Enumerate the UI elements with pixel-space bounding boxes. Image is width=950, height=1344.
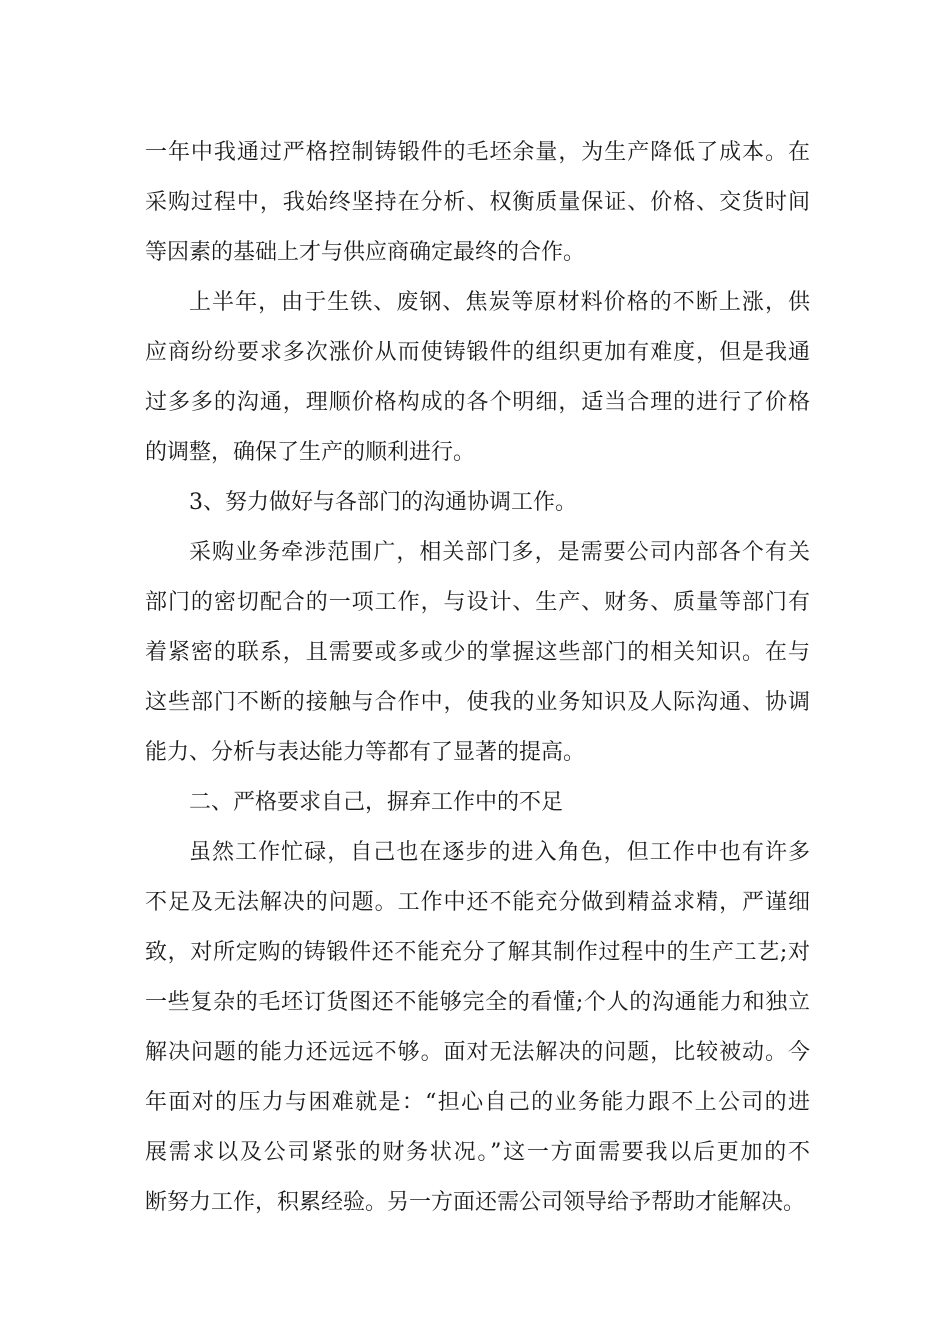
text-line: 虽然工作忙碌，自己也在逐步的进入角色，但工作中也有许多 [189, 840, 810, 865]
text-line: 等因素的基础上才与供应商确定最终的合作。 [145, 240, 586, 265]
text-line: 年面对的压力与困难就是：“担心自己的业务能力跟不上公司的进 [145, 1090, 810, 1115]
text-line: 上半年，由于生铁、废钢、焦炭等原材料价格的不断上涨，供 [189, 290, 810, 315]
text-line: 过多多的沟通，理顺价格构成的各个明细，适当合理的进行了价格 [145, 390, 810, 415]
text-line: 一年中我通过严格控制铸锻件的毛坯余量，为生产降低了成本。在 [145, 140, 810, 165]
text-line: 的调整，确保了生产的顺利进行。 [145, 440, 476, 465]
text-line: 着紧密的联系，且需要或多或少的掌握这些部门的相关知识。在与 [145, 640, 810, 665]
text-line: 采购业务牵涉范围广，相关部门多，是需要公司内部各个有关 [189, 540, 810, 565]
text-line: 不足及无法解决的问题。工作中还不能充分做到精益求精，严谨细 [145, 890, 810, 915]
document-body [145, 128, 810, 1228]
text-line: 致，对所定购的铸锻件还不能充分了解其制作过程中的生产工艺;对 [145, 940, 810, 965]
section-heading: 3、努力做好与各部门的沟通协调工作。 [189, 490, 577, 515]
text-line: 断努力工作，积累经验。另一方面还需公司领导给予帮助才能解决。 [145, 1190, 806, 1215]
text-line: 解决问题的能力还远远不够。面对无法解决的问题，比较被动。今 [145, 1040, 810, 1065]
text-line: 应商纷纷要求多次涨价从而使铸锻件的组织更加有难度，但是我通 [145, 340, 810, 365]
text-line: 这些部门不断的接触与合作中，使我的业务知识及人际沟通、协调 [145, 690, 810, 715]
text-line: 展需求以及公司紧张的财务状况。”这一方面需要我以后更加的不 [145, 1140, 810, 1165]
section-heading: 二、严格要求自己，摒弃工作中的不足 [189, 790, 564, 815]
text-line: 一些复杂的毛坯订货图还不能够完全的看懂;个人的沟通能力和独立 [145, 990, 810, 1015]
text-line: 部门的密切配合的一项工作，与设计、生产、财务、质量等部门有 [145, 590, 810, 615]
text-line: 能力、分析与表达能力等都有了显著的提高。 [145, 740, 586, 765]
text-line: 采购过程中，我始终坚持在分析、权衡质量保证、价格、交货时间 [145, 190, 810, 215]
